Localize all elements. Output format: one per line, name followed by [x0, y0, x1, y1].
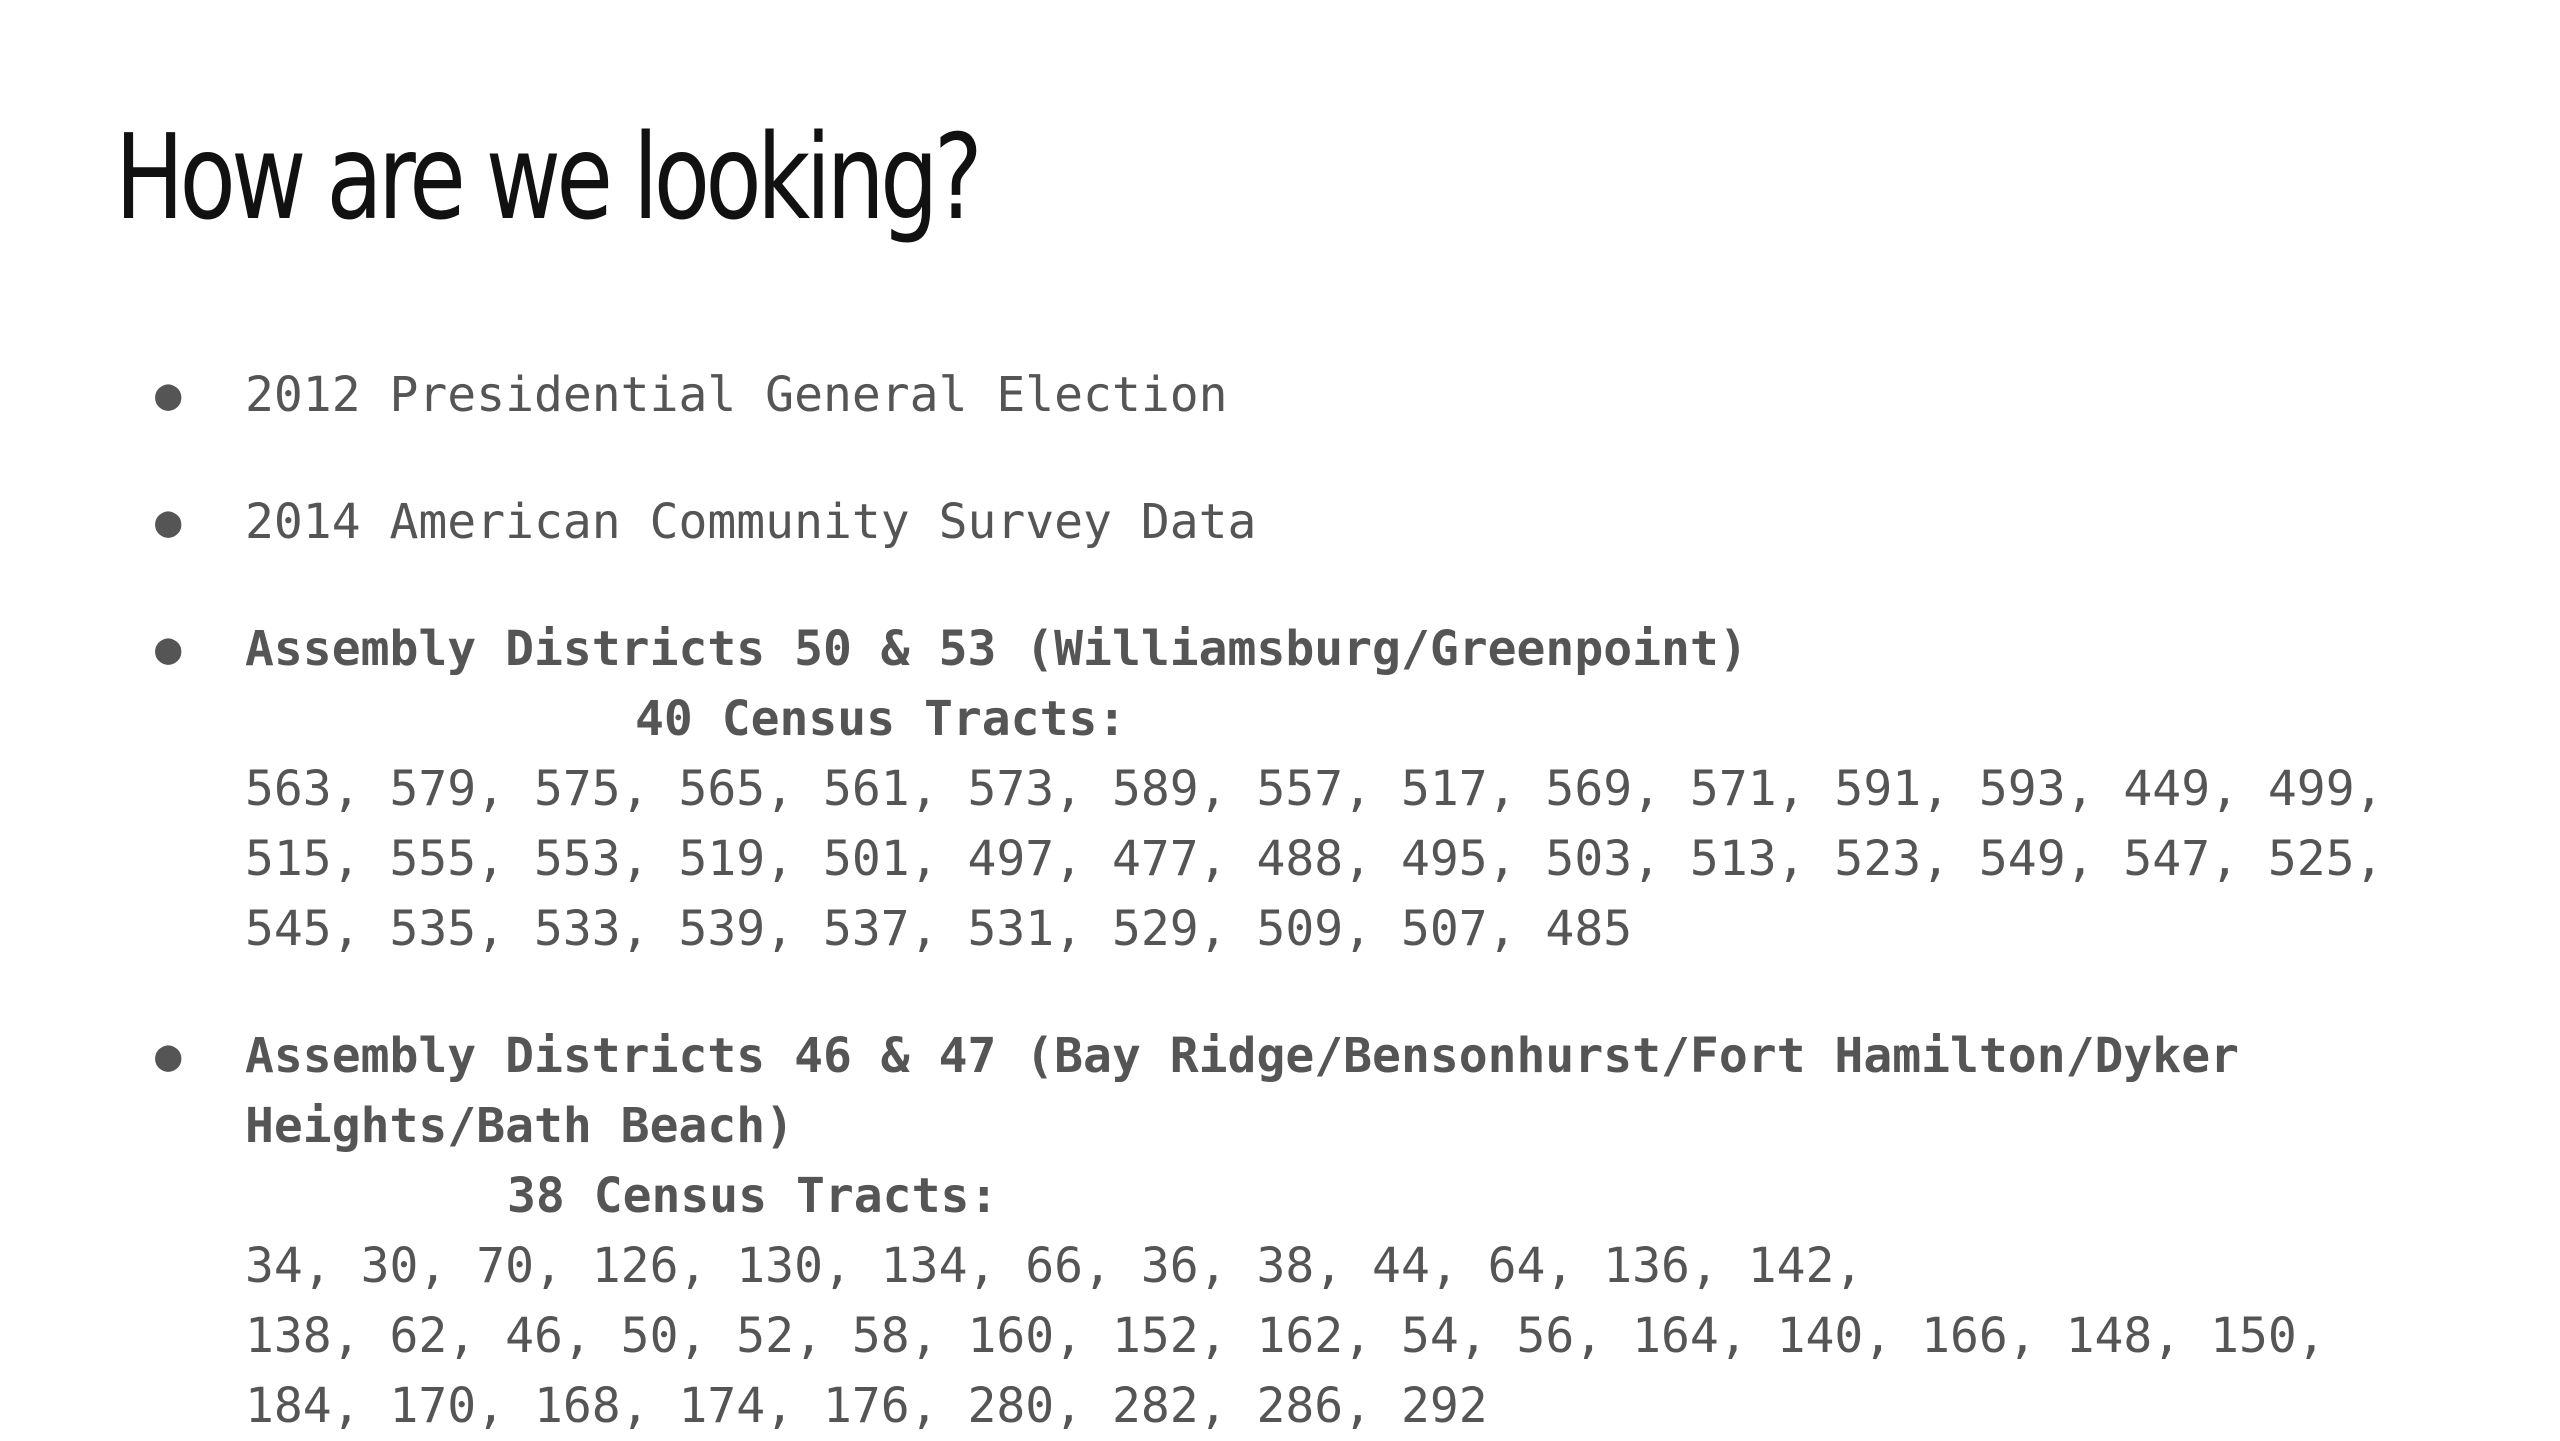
bullet-dot-icon: ●	[155, 623, 182, 674]
bullet-dot-icon: ●	[155, 496, 182, 547]
tract-list-line: 515, 555, 553, 519, 501, 497, 477, 488, 495, 503, 513, 523, 549, 547, 525,	[245, 831, 2384, 887]
tract-list-line: 545, 535, 533, 539, 537, 531, 529, 509, 507, 485	[245, 901, 1633, 957]
bullet-election-text: 2012 Presidential General Election	[245, 367, 1228, 423]
districts-46-47-tract-count: 38 Census Tracts:	[507, 1168, 999, 1224]
tract-list-line: 563, 579, 575, 565, 561, 573, 589, 557, 517, 569, 571, 591, 593, 449, 499,	[245, 761, 2384, 817]
tract-list-line: 34, 30, 70, 126, 130, 134, 66, 36, 38, 44, 64, 136, 142,	[245, 1238, 1864, 1294]
bullet-dot-icon: ●	[155, 1030, 182, 1081]
bullet-districts-46-47	[155, 1021, 2485, 1441]
districts-46-47-heading-line: Assembly Districts 46 & 47 (Bay Ridge/Bensonhurst/Fort Hamilton/Dyker	[245, 1028, 2239, 1084]
bullet-dot-icon: ●	[155, 369, 182, 420]
districts-50-53-heading: Assembly Districts 50 & 53 (Williamsburg/Greenpoint)	[245, 621, 1748, 677]
tract-list-line: 184, 170, 168, 174, 176, 280, 282, 286, 292	[245, 1378, 1488, 1434]
bullet-election	[155, 360, 2485, 430]
districts-46-47-heading-line: Heights/Bath Beach)	[245, 1098, 795, 1154]
tract-list-line: 138, 62, 46, 50, 52, 58, 160, 152, 162, 54, 56, 164, 140, 166, 148, 150,	[245, 1308, 2326, 1364]
bullet-districts-50-53	[155, 614, 2485, 964]
bullet-acs-text: 2014 American Community Survey Data	[245, 494, 1257, 550]
slide-title: How are we looking?	[115, 108, 979, 246]
bullet-list	[155, 360, 2485, 1441]
bullet-acs	[155, 487, 2485, 557]
districts-50-53-tract-count: 40 Census Tracts:	[635, 691, 1127, 747]
